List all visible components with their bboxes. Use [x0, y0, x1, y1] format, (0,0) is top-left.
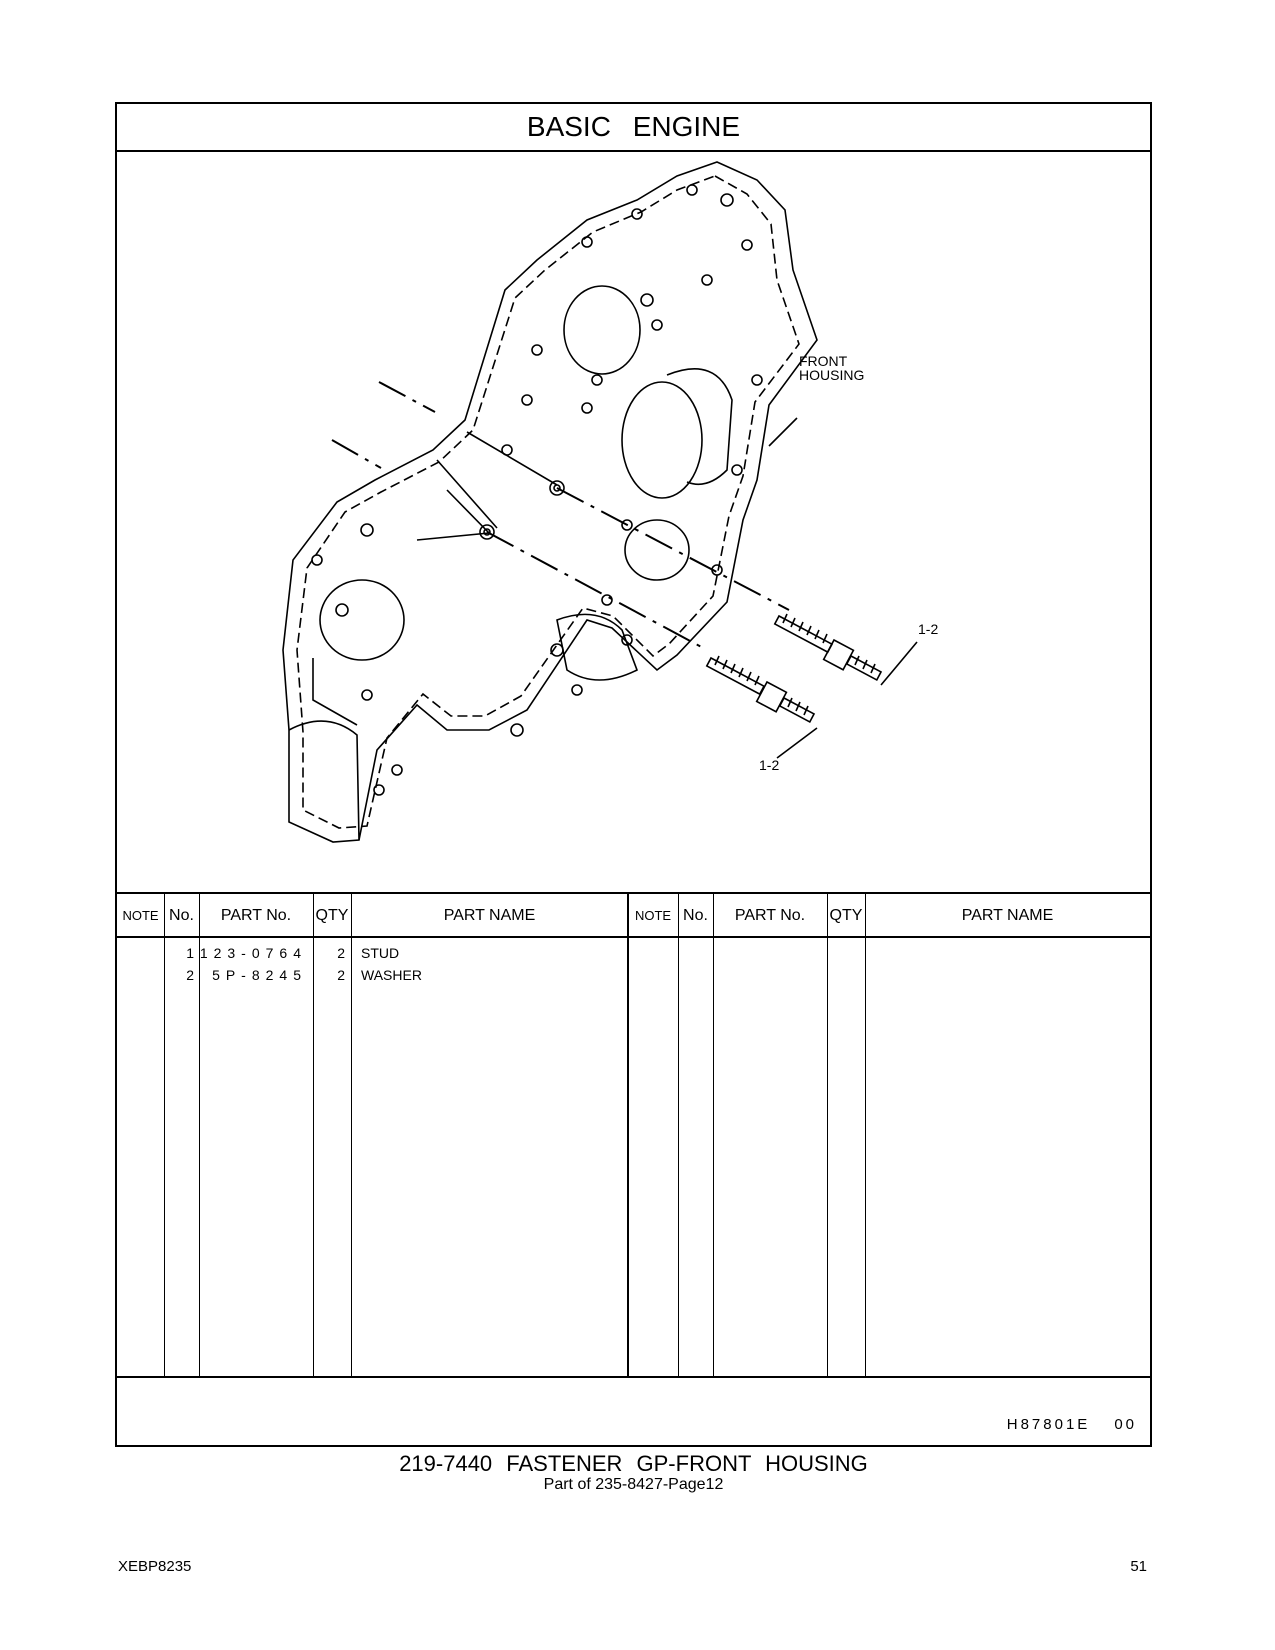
drawing-code-block: [1007, 1416, 1137, 1433]
header-part-no-left: PART No.: [199, 894, 313, 938]
column-divider-center: [627, 894, 629, 1376]
page-number: 51: [1130, 1558, 1147, 1575]
parts-table: [117, 892, 1150, 1378]
header-no-left: No.: [164, 894, 199, 938]
callout-part-ref-a: 1-2: [918, 621, 939, 637]
stud-parts: [707, 418, 917, 758]
header-no-right: No.: [678, 894, 713, 938]
table-row-1-qty: 2: [337, 945, 345, 961]
front-housing-outline: [283, 162, 817, 842]
header-note-left: NOTE: [117, 894, 164, 938]
column-divider: [827, 894, 828, 1376]
page-title: BASIC ENGINE: [117, 104, 1150, 152]
table-row-2-part-name: WASHER: [361, 967, 422, 983]
callout-part-ref-b: 1-2: [759, 757, 780, 773]
header-qty-right: QTY: [827, 894, 865, 938]
header-part-no-right: PART No.: [713, 894, 827, 938]
table-row-2-no: 2: [186, 967, 194, 983]
caption-title: 219-7440 FASTENER GP-FRONT HOUSING: [399, 1451, 868, 1476]
table-row-1-part-no: 123-0764: [199, 945, 307, 961]
drawing-code: H87801E: [1006, 1416, 1091, 1433]
table-row-2-qty: 2: [337, 967, 345, 983]
table-row-1-part-name: STUD: [361, 945, 400, 961]
caption-subtitle: Part of 235-8427-Page12: [543, 1476, 724, 1493]
figure-caption: [115, 1452, 1152, 1494]
column-divider: [678, 894, 679, 1376]
callout-front-line2: HOUSING: [799, 367, 865, 383]
column-divider: [713, 894, 714, 1376]
callout-front-line1: FRONT: [799, 353, 848, 369]
page-frame: [115, 102, 1152, 1447]
header-qty-left: QTY: [313, 894, 351, 938]
column-divider: [351, 894, 352, 1376]
header-note-right: NOTE: [628, 894, 678, 938]
column-divider: [865, 894, 866, 1376]
exploded-illustration: [117, 150, 1150, 892]
table-row-1-no: 1: [186, 945, 194, 961]
document-id: XEBP8235: [118, 1558, 192, 1575]
table-row-2-part-no: 5P-8245: [212, 967, 307, 983]
revision-number: 00: [1114, 1416, 1137, 1433]
header-part-name-left: PART NAME: [351, 894, 628, 938]
header-part-name-right: PART NAME: [865, 894, 1150, 938]
